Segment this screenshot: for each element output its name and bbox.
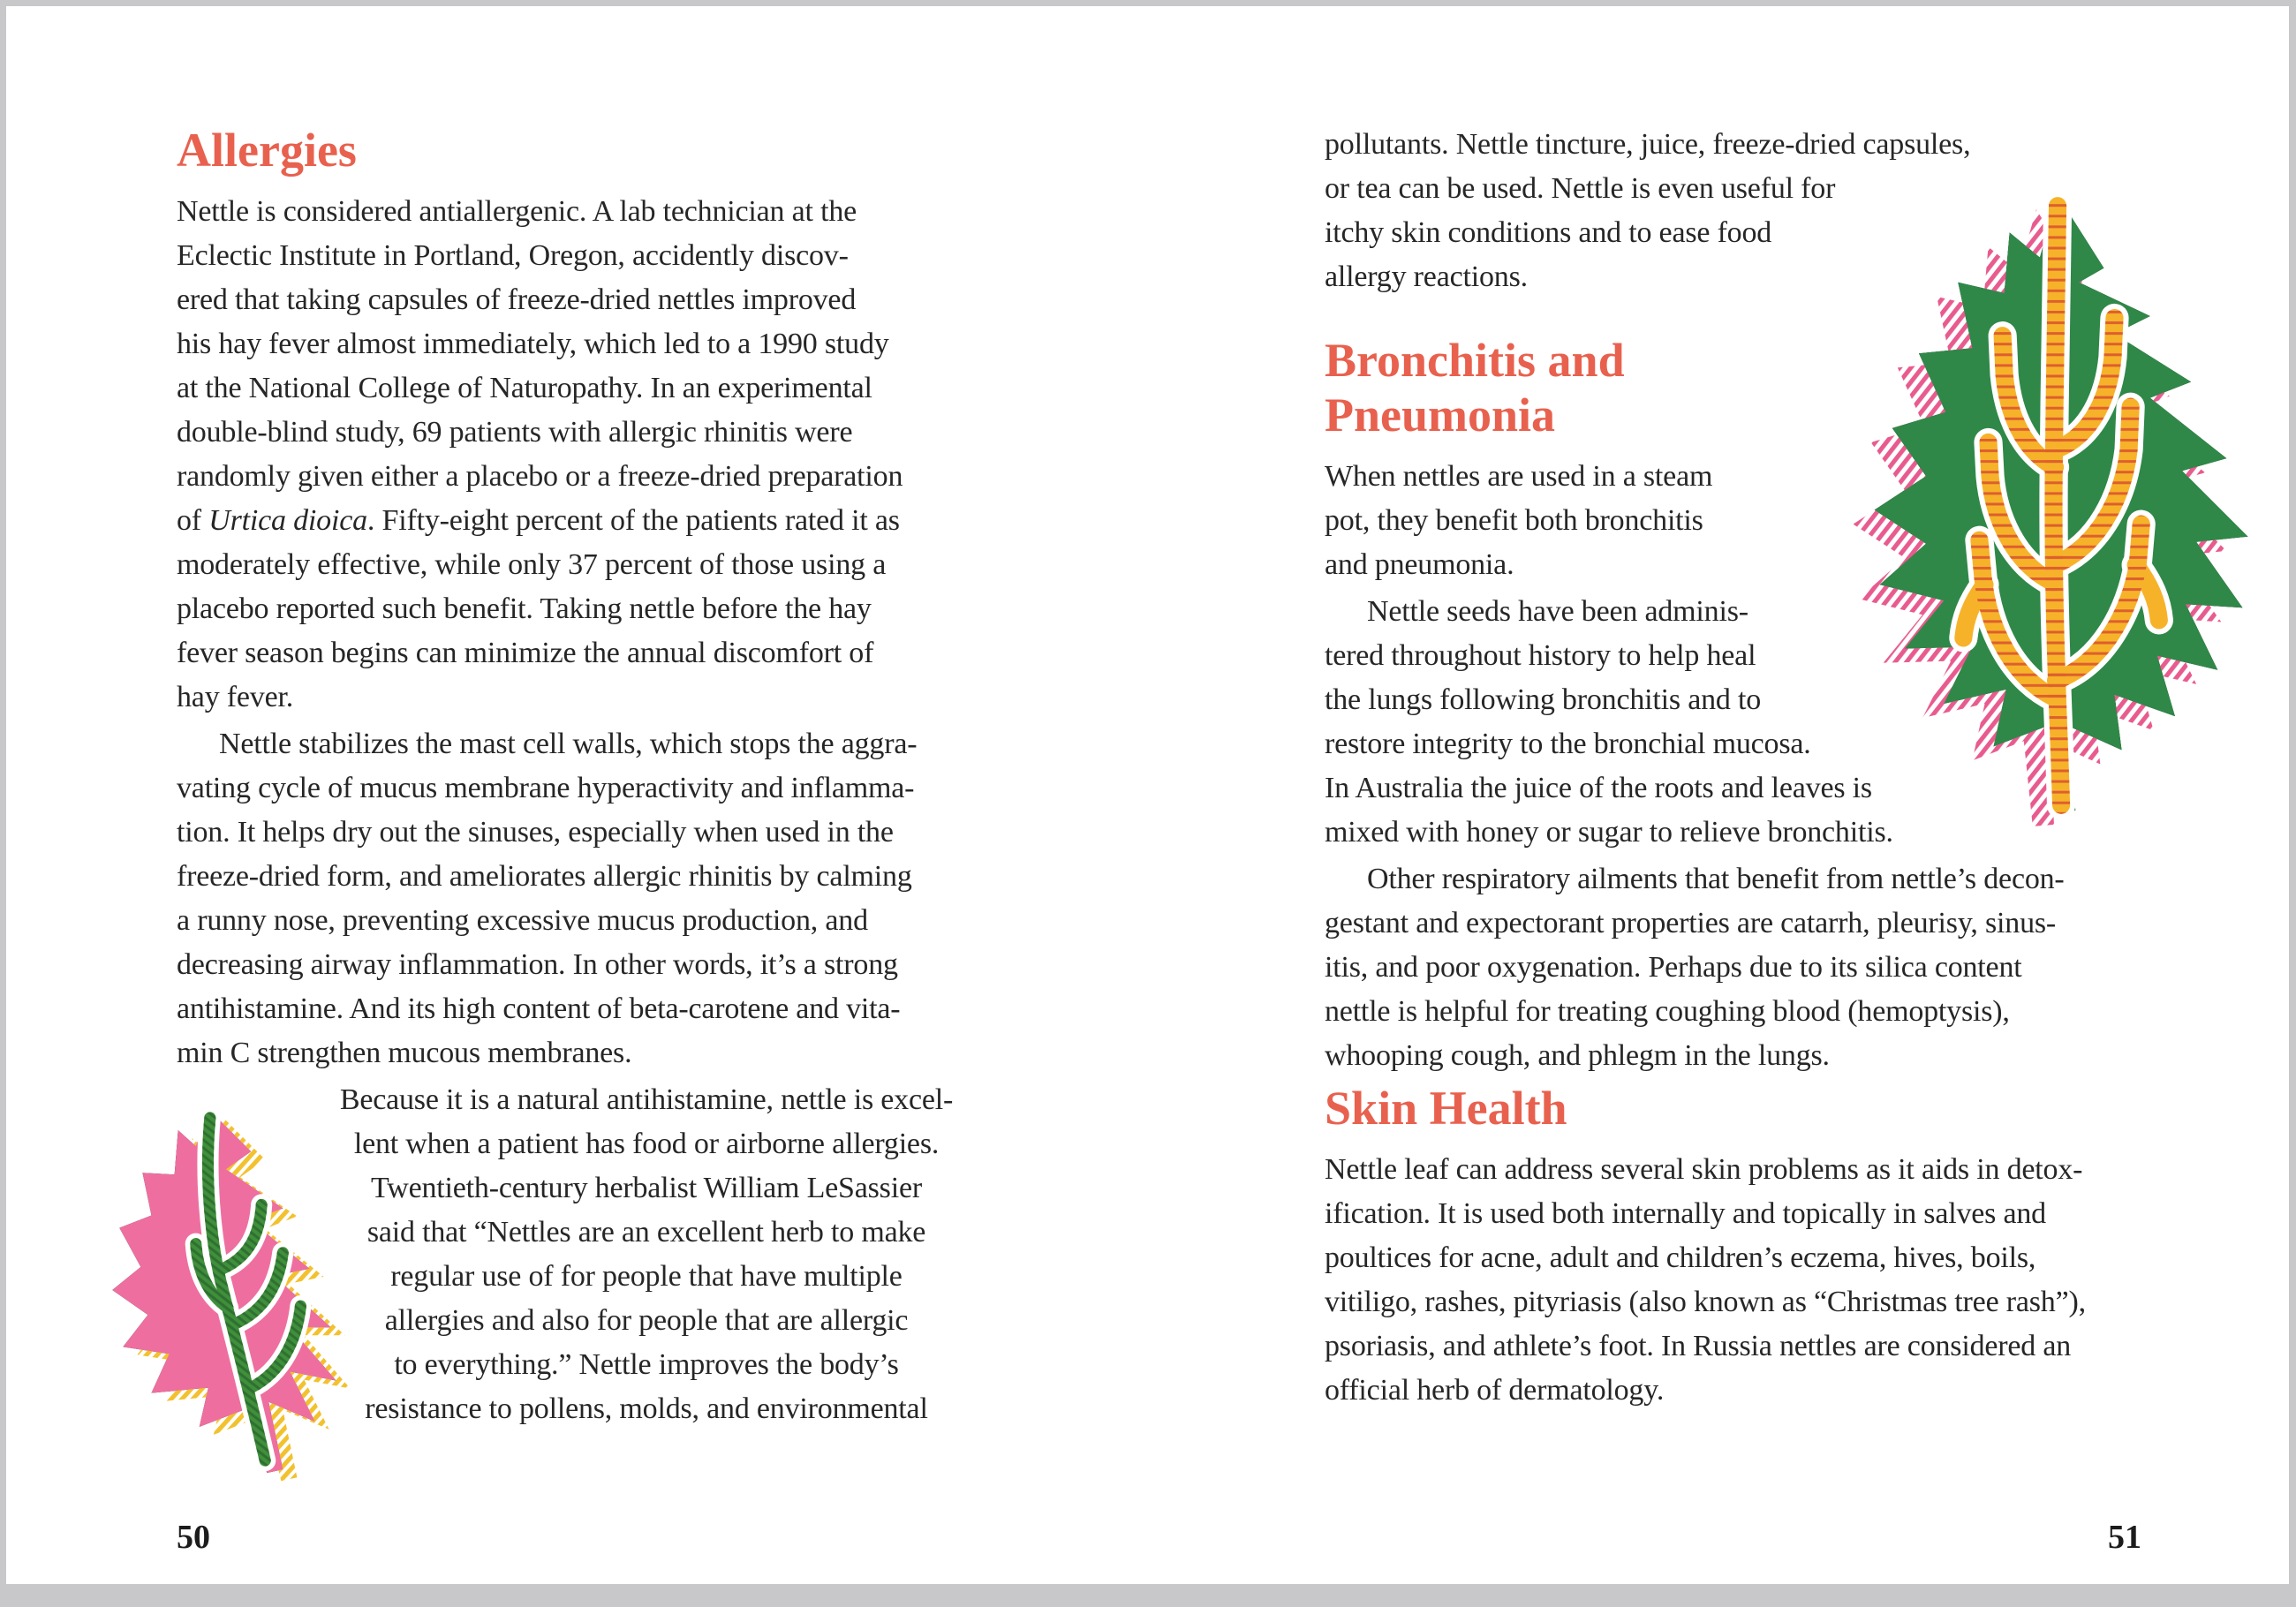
text-line: Nettle is considered antiallergenic. A lab technician at the xyxy=(177,195,857,228)
text-line: whooping cough, and phlegm in the lungs. xyxy=(1325,1039,1830,1072)
text-line: nettle is helpful for treating coughing blood (hemoptysis), xyxy=(1325,995,2010,1028)
section-heading-skin-health: Skin Health xyxy=(1325,1082,1567,1135)
text-line: itchy skin conditions and to ease food xyxy=(1325,216,1772,249)
text-line: regular use of for people that have multiple xyxy=(390,1260,903,1293)
green-nettle-leaf-image xyxy=(1836,183,2265,836)
text-line: gestant and expectorant properties are catarrh, pleurisy, sinus- xyxy=(1325,907,2057,939)
text-line: Because it is a natural antihistamine, nettle is excel- xyxy=(339,1083,954,1116)
text-line: decreasing airway inflammation. In other words, it’s a strong xyxy=(177,948,898,981)
text-line: Nettle leaf can address several skin problems as it aids in detox- xyxy=(1325,1153,2083,1186)
text-line: Eclectic Institute in Portland, Oregon, accidently discov- xyxy=(177,239,849,272)
text-line: poultices for acne, adult and children’s eczema, hives, boils, xyxy=(1325,1241,2036,1274)
text-line: pollutants. Nettle tincture, juice, freeze-dried capsules, xyxy=(1325,128,1971,161)
text-line: official herb of dermatology. xyxy=(1325,1374,1665,1407)
text-line: allergies and also for people that are allergic xyxy=(384,1304,909,1337)
text-line: Nettle seeds have been adminis- xyxy=(1367,595,1748,628)
text-line: vating cycle of mucus membrane hyperactivity and inflamma- xyxy=(177,772,915,804)
text-line: moderately effective, while only 37 percent of those using a xyxy=(177,548,887,581)
text-line: to everything.” Nettle improves the body’s xyxy=(394,1348,899,1381)
text-line: Twentieth-century herbalist William LeSassier xyxy=(371,1172,922,1204)
page-number-right: 51 xyxy=(2108,1519,2141,1556)
text-line: and pneumonia. xyxy=(1325,548,1514,581)
text-line: double-blind study, 69 patients with allergic rhinitis were xyxy=(177,416,853,449)
text-line: ification. It is used both internally and topically in salves and xyxy=(1325,1197,2046,1230)
text-line: itis, and poor oxygenation. Perhaps due to its silica content xyxy=(1325,951,2022,984)
text-line: Bronchitis and xyxy=(1325,334,1625,387)
text-line: tion. It helps dry out the sinuses, especially when used in the xyxy=(177,816,894,849)
text-line: When nettles are used in a steam xyxy=(1325,460,1713,493)
text-line: lent when a patient has food or airborne allergies. xyxy=(353,1128,940,1160)
text-line: a runny nose, preventing excessive mucus production, and xyxy=(177,904,868,937)
text-line: the lungs following bronchitis and to xyxy=(1325,683,1762,716)
text-line: restore integrity to the bronchial mucosa. xyxy=(1325,728,1811,760)
text-line: allergy reactions. xyxy=(1325,260,1528,293)
text-line: hay fever. xyxy=(177,681,294,713)
text-line: of Urtica dioica. Fifty-eight percent of the patients rated it as xyxy=(177,504,900,537)
text-line: ered that taking capsules of freeze-dried nettles improved xyxy=(177,283,857,316)
paragraph-allergies-2 xyxy=(177,722,1016,1075)
book-spread xyxy=(6,6,2289,1584)
text-line: placebo reported such benefit. Taking nettle before the hay xyxy=(177,592,872,625)
paragraph-skin-health xyxy=(1325,1148,2141,1413)
paragraph-allergies-1 xyxy=(177,190,1016,720)
text-line: said that “Nettles are an excellent herb to make xyxy=(366,1216,926,1249)
text-line: randomly given either a placebo or a freeze-dried preparation xyxy=(177,460,903,493)
text-line: his hay fever almost immediately, which led to a 1990 study xyxy=(177,328,889,360)
text-line: Pneumonia xyxy=(1325,389,1556,441)
text-line: vitiligo, rashes, pityriasis (also known as “Christmas tree rash”), xyxy=(1325,1286,2086,1318)
text-line: mixed with honey or sugar to relieve bronchitis. xyxy=(1325,816,1893,849)
page-number-left: 50 xyxy=(177,1519,210,1556)
text-line: Other respiratory ailments that benefit from nettle’s decon- xyxy=(1367,863,2065,895)
text-line: psoriasis, and athlete’s foot. In Russia nettles are considered an xyxy=(1325,1330,2072,1362)
section-heading-allergies: Allergies xyxy=(177,124,357,177)
text-line: tered throughout history to help heal xyxy=(1325,639,1756,672)
text-line: In Australia the juice of the roots and leaves is xyxy=(1325,772,1872,804)
text-line: pot, they benefit both bronchitis xyxy=(1325,504,1703,537)
text-line: or tea can be used. Nettle is even useful for xyxy=(1325,172,1836,205)
text-line: freeze-dried form, and ameliorates allergic rhinitis by calming xyxy=(177,860,912,893)
text-line: fever season begins can minimize the annual discomfort of xyxy=(177,637,874,669)
pink-nettle-leaf-image xyxy=(77,1094,388,1486)
text-line: antihistamine. And its high content of beta-carotene and vita- xyxy=(177,992,901,1025)
text-line: Nettle stabilizes the mast cell walls, which stops the aggra- xyxy=(219,728,918,760)
text-line: at the National College of Naturopathy. In an experimental xyxy=(177,372,872,404)
text-line: min C strengthen mucous membranes. xyxy=(177,1037,632,1069)
text-line: resistance to pollens, molds, and environmental xyxy=(365,1392,928,1425)
paragraph-allergies-3 xyxy=(281,1078,1012,1431)
paragraph-bronchitis-3 xyxy=(1325,857,2141,1078)
